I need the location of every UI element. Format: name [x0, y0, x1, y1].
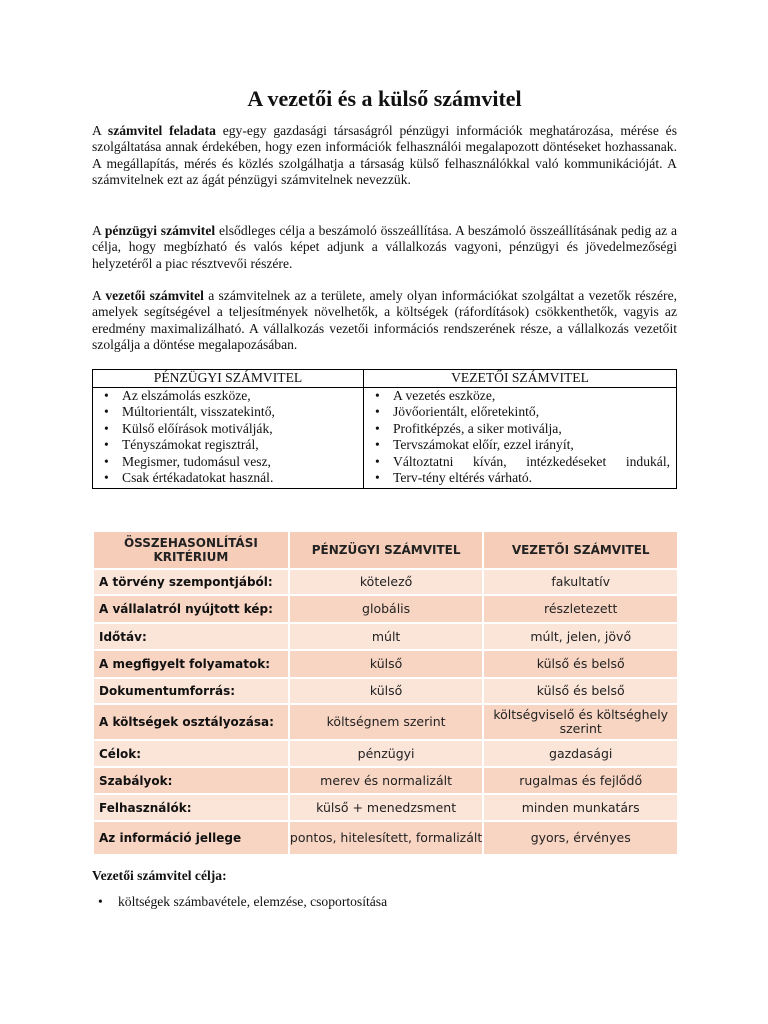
- header-criterion: ÖSSZEHASONLÍTÁSI KRITÉRIUM: [93, 532, 289, 569]
- financial-cell: költségnem szerint: [289, 704, 484, 740]
- management-cell: részletezett: [483, 595, 677, 623]
- criterion-cell: A költségek osztályozása:: [93, 704, 289, 740]
- table-row: [93, 569, 677, 595]
- header-management-accounting: VEZETŐI SZÁMVITEL: [483, 532, 677, 569]
- financial-cell: külső: [289, 650, 484, 678]
- financial-cell: külső + menedzsment: [289, 794, 484, 821]
- table-row: [93, 678, 677, 704]
- table-row: [93, 704, 677, 740]
- list-item: • Tervszámokat előír, ezzel irányít,: [370, 437, 670, 453]
- paragraph-financial-accounting: A pénzügyi számvitel elsődleges célja a beszámoló összeállítása. A beszámoló összeállításának pedig az a célja, hogy megbízható és valós képet adjunk a vállalkozás vagyoni, pénzügyi és jövedelmezőségi helyzetéről a piac résztvevői részére.: [92, 223, 678, 271]
- list-item: • A vezetés eszköze,: [370, 388, 670, 404]
- header-financial-accounting: PÉNZÜGYI SZÁMVITEL: [289, 532, 484, 569]
- list-item: • Jövőorientált, előretekintő,: [370, 404, 670, 420]
- bold-term: számvitel feladata: [107, 123, 216, 138]
- page-title: A vezetői és a külső számvitel: [247, 86, 522, 111]
- financial-cell: pontos, hitelesített, formalizált: [289, 821, 484, 855]
- financial-cell: pénzügyi: [289, 740, 484, 767]
- criterion-cell: Dokumentumforrás:: [93, 678, 289, 704]
- header-management: VEZETŐI SZÁMVITEL: [364, 370, 677, 388]
- management-cell: gyors, érvényes: [483, 821, 677, 855]
- criterion-cell: A vállalatról nyújtott kép:: [93, 595, 289, 623]
- bold-term: pénzügyi számvitel: [104, 223, 216, 238]
- goal-heading: Vezetői számvitel célja:: [92, 868, 227, 883]
- management-cell: minden munkatárs: [483, 794, 677, 821]
- list-item: • költségek számbavétele, elemzése, csoportosítása: [92, 894, 387, 910]
- table-row: [93, 623, 677, 650]
- financial-traits-list: [99, 388, 357, 486]
- criterion-cell: Célok:: [93, 740, 289, 767]
- financial-cell: globális: [289, 595, 484, 623]
- list-item: • Az elszámolás eszköze,: [99, 388, 357, 404]
- table-row: [93, 650, 677, 678]
- list-item: • Tényszámokat regisztrál,: [99, 437, 357, 453]
- list-item: • Múltorientált, visszatekintő,: [99, 404, 357, 420]
- criterion-cell: Felhasználók:: [93, 794, 289, 821]
- financial-traits-cell: [93, 388, 364, 489]
- management-cell: gazdasági: [483, 740, 677, 767]
- management-cell: külső és belső: [483, 678, 677, 704]
- criterion-cell: Időtáv:: [93, 623, 289, 650]
- financial-cell: múlt: [289, 623, 484, 650]
- list-item: • Megismer, tudomásul vesz,: [99, 454, 357, 470]
- financial-cell: kötelező: [289, 569, 484, 595]
- bold-term: vezetői számvitel: [105, 288, 204, 303]
- financial-cell: merev és normalizált: [289, 767, 484, 794]
- paragraph-management-accounting: A vezetői számvitel a számvitelnek az a területe, amely olyan információkat szolgáltat a vezetők részére, amelyek segítségével a teljesítmények növelhetők, a költségek (ráfordítások) csökkenthetők, vagyis az eredmény maximalizálható. A vállalkozás vezetői információs rendszerének része, a vállalkozás vezetőit szolgálja a döntése megalapozásában.: [92, 288, 677, 353]
- financial-cell: külső: [289, 678, 484, 704]
- list-item: • Változtatni kíván, intézkedéseket indukál,: [370, 454, 670, 470]
- management-cell: múlt, jelen, jövő: [483, 623, 677, 650]
- criteria-comparison-table: [92, 532, 677, 856]
- table-row: [93, 740, 677, 767]
- table-row: [93, 794, 677, 821]
- goal-list: [92, 894, 387, 910]
- list-item: • Profitképzés, a siker motiválja,: [370, 421, 670, 437]
- criterion-cell: A megfigyelt folyamatok:: [93, 650, 289, 678]
- table-row: [93, 595, 677, 623]
- management-cell: rugalmas és fejlődő: [483, 767, 677, 794]
- comparison-list-table: [92, 369, 677, 489]
- management-cell: külső és belső: [483, 650, 677, 678]
- list-item: • Terv-tény eltérés várható.: [370, 470, 670, 486]
- criterion-cell: Az információ jellege: [93, 821, 289, 855]
- paragraph-accounting-task: A számvitel feladata egy-egy gazdasági társaságról pénzügyi információk meghatározása, mérése és szolgáltatása annak érdekében, hogy ezen információk felhasználói megalapozott döntéseket hozhassanak. A megállapítás, mérés és közlés szolgálhatja a társaság külső felhasználókkal való kommunikációját. A számvitelnek ezt az ágát pénzügyi számvitelnek nevezzük.: [92, 123, 677, 188]
- list-item: • Külső előírások motiválják,: [99, 421, 357, 437]
- management-cell: költségviselő és költséghely szerint: [483, 704, 677, 740]
- management-cell: fakultatív: [483, 569, 677, 595]
- management-traits-list: [370, 388, 670, 486]
- table-row: [93, 767, 677, 794]
- criterion-cell: A törvény szempontjából:: [93, 569, 289, 595]
- table-row: [93, 821, 677, 855]
- header-financial: PÉNZÜGYI SZÁMVITEL: [93, 370, 364, 388]
- list-item: • Csak értékadatokat használ.: [99, 470, 357, 486]
- management-traits-cell: [364, 388, 677, 489]
- criterion-cell: Szabályok:: [93, 767, 289, 794]
